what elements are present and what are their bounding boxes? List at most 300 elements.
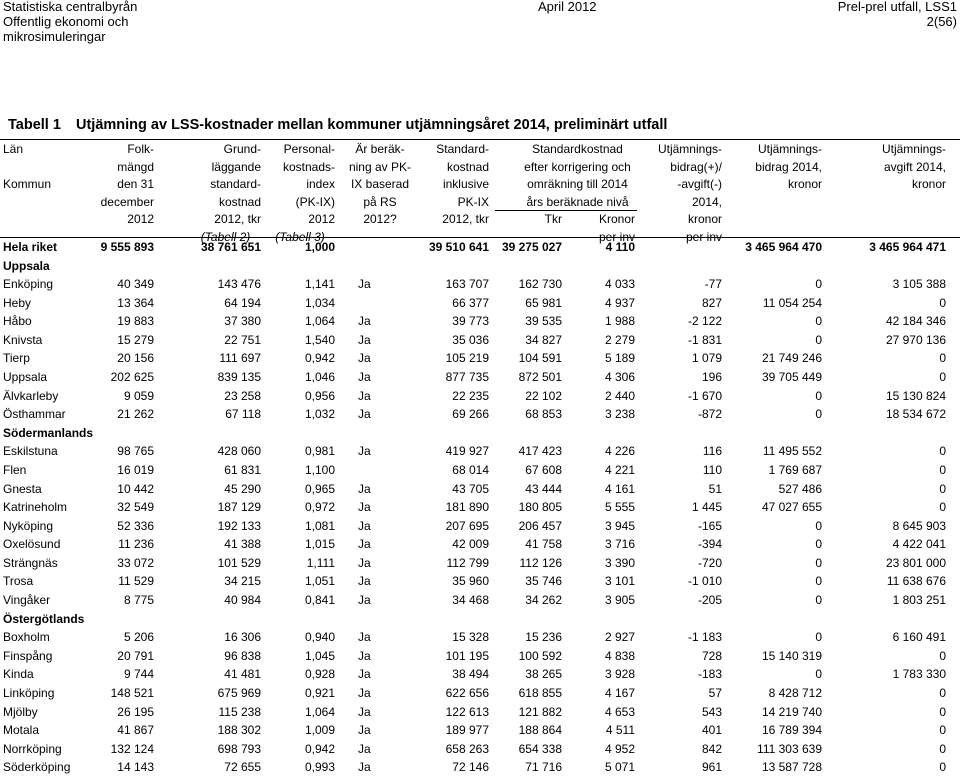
cell-pkix: 0,993 [304, 760, 335, 775]
header-pkix: Personal- [283, 142, 335, 156]
header-group-underline [495, 210, 637, 211]
cell-grundlaggande: 41 481 [224, 667, 261, 682]
kommun-name: Gnesta [3, 481, 42, 496]
cell-korrigerad-tkr: 618 855 [518, 685, 562, 700]
kommun-name: Boxholm [3, 630, 50, 645]
cell-utjamningsbidrag: 13 587 728 [761, 760, 822, 775]
kommun-name: Söderköping [3, 760, 71, 775]
kommun-name: Knivsta [3, 332, 43, 347]
header-utjamningsavgift: kronor [911, 177, 946, 191]
cell-bidrag-avgift-per-inv: -872 [697, 407, 722, 422]
kommun-name: Finspång [3, 648, 53, 663]
cell-utjamningsbidrag: 39 705 449 [761, 370, 822, 385]
cell-korrigerad-tkr: 104 591 [518, 351, 562, 366]
cell-standardkostnad: 34 468 [452, 593, 489, 608]
cell-rs-basis: Ja [358, 332, 371, 347]
cell-bidrag-avgift-per-inv: -1 831 [687, 332, 722, 347]
header-folkmangd: december [100, 194, 154, 209]
cell-korrigerad-tkr: 121 882 [518, 704, 562, 719]
kommun-name: Vingåker [3, 593, 51, 608]
cell-pkix: 0,972 [304, 500, 335, 515]
cell-kronor-per-inv: 4 653 [604, 704, 635, 719]
cell-grundlaggande: 101 529 [217, 555, 261, 570]
header-lan: Län [3, 142, 24, 156]
cell-rs-basis: Ja [358, 555, 371, 570]
cell-rs-basis: Ja [358, 351, 371, 366]
title-rule [0, 139, 960, 140]
kommun-name: Kinda [3, 667, 34, 682]
cell-grundlaggande: 675 969 [217, 685, 261, 700]
cell-grundlaggande: 64 194 [224, 295, 261, 310]
cell-utjamningsbidrag: 0 [815, 388, 822, 403]
kommun-name: Enköping [3, 277, 54, 292]
table-row [0, 331, 960, 350]
cell-rs-basis: Ja [358, 685, 371, 700]
cell-utjamningsbidrag: 0 [815, 537, 822, 552]
cell-grundlaggande: 45 290 [224, 481, 261, 496]
cell-rs-basis: Ja [358, 388, 371, 403]
cell-folkmangd: 9 744 [123, 667, 154, 682]
cell-bidrag-avgift-per-inv: 57 [708, 685, 722, 700]
cell-utjamningsavgift: 3 465 964 471 [869, 240, 946, 254]
cell-utjamningsbidrag: 527 486 [778, 481, 822, 496]
region-heading: Södermanlands [3, 425, 94, 440]
table-row [0, 591, 960, 610]
cell-rs-basis: Ja [358, 593, 371, 608]
cell-utjamningsbidrag: 47 027 655 [761, 500, 822, 515]
cell-kronor-per-inv: 3 928 [604, 667, 635, 682]
cell-utjamningsavgift: 0 [939, 500, 946, 515]
cell-pkix: 1,034 [304, 295, 335, 310]
cell-standardkostnad: 43 705 [452, 481, 489, 496]
cell-pkix: 1,081 [304, 518, 335, 533]
cell-kronor-per-inv: 2 279 [604, 332, 635, 347]
cell-pkix: 1,141 [304, 277, 335, 292]
table-row [0, 442, 960, 461]
header-korrigerad: omräkning till 2014 [527, 177, 628, 191]
header-kommun: Kommun [3, 177, 52, 191]
cell-utjamningsbidrag: 0 [815, 518, 822, 533]
cell-rs-basis: Ja [358, 370, 371, 385]
cell-folkmangd: 10 442 [117, 481, 154, 496]
cell-pkix: 1,009 [304, 723, 335, 738]
cell-standardkostnad: 181 890 [445, 500, 489, 515]
table-title-text: Utjämning av LSS-kostnader mellan kommuner utjämningsåret 2014, preliminärt utfall [76, 117, 668, 133]
header-grundlaggande: standard- [210, 177, 261, 191]
cell-rs-basis: Ja [358, 444, 371, 459]
cell-folkmangd: 9 555 893 [100, 240, 154, 254]
header-rs-basis: IX baserad [350, 177, 410, 191]
header-standardkostnad: Standard- [436, 142, 489, 156]
cell-kronor-per-inv: 4 226 [604, 444, 635, 459]
cell-korrigerad-tkr: 206 457 [518, 518, 562, 533]
cell-folkmangd: 52 336 [117, 518, 154, 533]
cell-grundlaggande: 96 838 [224, 648, 261, 663]
cell-grundlaggande: 187 129 [217, 500, 261, 515]
cell-grundlaggande: 34 215 [224, 574, 261, 589]
cell-utjamningsavgift: 0 [939, 295, 946, 310]
cell-utjamningsavgift: 6 160 491 [892, 630, 946, 645]
report-status: Prel-prel utfall, LSS1 [837, 0, 957, 14]
cell-utjamningsavgift: 27 970 136 [885, 332, 946, 347]
cell-bidrag-avgift-per-inv: -394 [697, 537, 722, 552]
header-bidrag-avgift: kronor [687, 212, 722, 226]
cell-bidrag-avgift-per-inv: 51 [708, 481, 722, 496]
cell-kronor-per-inv: 1 988 [604, 314, 635, 329]
cell-bidrag-avgift-per-inv: 401 [701, 723, 722, 738]
table-row [0, 349, 960, 368]
kommun-name: Eskilstuna [3, 444, 58, 459]
header-rs-basis: på RS [363, 194, 397, 209]
cell-kronor-per-inv: 4 511 [605, 723, 635, 738]
cell-standardkostnad: 189 977 [445, 723, 489, 738]
header-rs-basis: Är beräk- [355, 142, 405, 156]
table-row [0, 684, 960, 703]
cell-kronor-per-inv: 4 033 [604, 277, 635, 292]
cell-utjamningsbidrag: 1 769 687 [768, 462, 822, 477]
cell-bidrag-avgift-per-inv: 1 079 [691, 351, 722, 366]
cell-utjamningsavgift: 0 [939, 462, 946, 477]
cell-rs-basis: Ja [358, 667, 371, 682]
cell-grundlaggande: 192 133 [217, 518, 261, 533]
cell-rs-basis: Ja [358, 407, 371, 422]
cell-kronor-per-inv: 4 306 [604, 370, 635, 385]
header-korrigerad: Standardkostnad [532, 142, 623, 156]
cell-rs-basis: Ja [358, 500, 371, 515]
cell-pkix: 0,841 [304, 593, 335, 608]
header-rs-basis: ning av PK- [348, 159, 412, 174]
cell-folkmangd: 40 349 [117, 277, 154, 292]
cell-rs-basis: Ja [358, 760, 371, 775]
header-grundlaggande: kostnad [218, 194, 261, 209]
cell-utjamningsbidrag: 0 [815, 593, 822, 608]
cell-folkmangd: 5 206 [123, 630, 154, 645]
cell-grundlaggande: 16 306 [224, 630, 261, 645]
table-row [0, 294, 960, 313]
table-title [8, 117, 667, 133]
cell-pkix: 0,928 [304, 667, 335, 682]
cell-grundlaggande: 67 118 [225, 407, 261, 422]
cell-utjamningsbidrag: 0 [815, 277, 822, 292]
cell-kronor-per-inv: 3 945 [604, 518, 635, 533]
cell-rs-basis: Ja [358, 574, 371, 589]
header-bidrag-avgift: per inv [685, 229, 722, 244]
org-name: Statistiska centralbyrån [3, 0, 138, 14]
cell-grundlaggande: 72 655 [224, 760, 261, 775]
cell-grundlaggande: 839 135 [217, 370, 261, 385]
cell-rs-basis: Ja [358, 648, 371, 663]
cell-korrigerad-tkr: 38 265 [525, 667, 562, 682]
cell-korrigerad-tkr: 872 501 [518, 370, 562, 385]
cell-korrigerad-tkr: 654 338 [518, 741, 562, 756]
header-utjamningsbidrag: Utjämnings- [757, 142, 822, 156]
kommun-name: Tierp [3, 351, 30, 366]
cell-bidrag-avgift-per-inv: 842 [701, 741, 722, 756]
kommun-name: Uppsala [3, 370, 48, 385]
cell-standardkostnad: 72 146 [452, 760, 489, 775]
cell-bidrag-avgift-per-inv: -2 122 [687, 314, 722, 329]
header-bidrag-avgift: bidrag(+)/ [670, 159, 722, 174]
cell-rs-basis: Ja [358, 537, 371, 552]
cell-utjamningsavgift: 0 [939, 760, 946, 775]
cell-standardkostnad: 101 195 [445, 648, 489, 663]
cell-utjamningsavgift: 0 [939, 741, 946, 756]
header-folkmangd: den 31 [117, 177, 154, 191]
header-grundlaggande: Grund- [223, 142, 261, 156]
cell-standardkostnad: 622 656 [445, 685, 489, 700]
cell-grundlaggande: 698 793 [217, 741, 261, 756]
cell-pkix: 1,540 [304, 332, 335, 347]
kommun-name: Flen [3, 462, 27, 477]
header-grundlaggande: läggande [211, 159, 261, 174]
cell-folkmangd: 20 156 [117, 351, 154, 366]
cell-bidrag-avgift-per-inv: -205 [697, 593, 722, 608]
kommun-name: Strängnäs [3, 555, 58, 570]
cell-utjamningsavgift: 4 422 041 [892, 537, 946, 552]
cell-rs-basis: Ja [358, 277, 371, 292]
cell-grundlaggande: 41 388 [224, 537, 261, 552]
cell-utjamningsbidrag: 21 749 246 [761, 351, 822, 366]
cell-standardkostnad: 105 219 [445, 351, 489, 366]
cell-folkmangd: 132 124 [110, 741, 154, 756]
cell-bidrag-avgift-per-inv: -165 [697, 518, 722, 533]
cell-bidrag-avgift-per-inv: 1 445 [691, 500, 722, 515]
cell-folkmangd: 32 549 [117, 500, 154, 515]
header-folkmangd: 2012 [127, 212, 154, 226]
cell-korrigerad-tkr: 417 423 [518, 444, 562, 459]
cell-utjamningsavgift: 42 184 346 [885, 314, 946, 329]
org-unit-line1: Offentlig ekonomi och [3, 14, 129, 29]
cell-utjamningsavgift: 18 534 672 [885, 407, 946, 422]
header-standardkostnad: kostnad [446, 159, 489, 174]
cell-kronor-per-inv: 3 101 [604, 574, 635, 589]
cell-standardkostnad: 38 494 [452, 667, 489, 682]
cell-kronor-per-inv: 2 440 [604, 388, 635, 403]
cell-korrigerad-tkr: 67 608 [525, 462, 562, 477]
cell-folkmangd: 13 364 [117, 295, 154, 310]
cell-utjamningsavgift: 3 105 388 [892, 277, 946, 292]
cell-grundlaggande: 22 751 [224, 332, 261, 347]
cell-utjamningsbidrag: 0 [815, 555, 822, 570]
table-row [0, 461, 960, 480]
cell-pkix: 0,942 [304, 351, 335, 366]
cell-bidrag-avgift-per-inv: 110 [702, 462, 722, 477]
table-row [0, 721, 960, 740]
cell-bidrag-avgift-per-inv: 116 [702, 444, 722, 459]
cell-korrigerad-tkr: 71 716 [525, 760, 562, 775]
report-date: April 2012 [538, 0, 597, 14]
cell-utjamningsavgift: 0 [939, 648, 946, 663]
cell-pkix: 0,940 [304, 630, 335, 645]
cell-korrigerad-tkr: 112 126 [519, 555, 562, 570]
cell-folkmangd: 148 521 [110, 685, 154, 700]
cell-utjamningsbidrag: 11 495 552 [762, 444, 822, 459]
table-row [0, 387, 960, 406]
header-utjamningsavgift: Utjämnings- [881, 142, 946, 156]
cell-grundlaggande: 143 476 [217, 277, 261, 292]
cell-kronor-per-inv: 3 238 [604, 407, 635, 422]
cell-standardkostnad: 35 960 [452, 574, 489, 589]
cell-grundlaggande: 38 761 651 [200, 240, 261, 254]
cell-korrigerad-tkr: 39 275 027 [501, 240, 562, 254]
header-standardkostnad: 2012, tkr [442, 212, 489, 226]
cell-kronor-per-inv: 5 071 [604, 760, 635, 775]
cell-utjamningsavgift: 0 [939, 685, 946, 700]
cell-folkmangd: 21 262 [117, 407, 154, 422]
cell-standardkostnad: 15 328 [452, 630, 489, 645]
cell-pkix: 1,015 [304, 537, 335, 552]
cell-pkix: 0,956 [304, 388, 335, 403]
cell-standardkostnad: 39 773 [452, 314, 489, 329]
kommun-name: Mjölby [3, 704, 38, 719]
kommun-name: Håbo [3, 314, 32, 329]
org-unit-line2: mikrosimuleringar [3, 29, 106, 44]
cell-pkix: 1,051 [304, 574, 335, 589]
cell-rs-basis: Ja [358, 741, 371, 756]
cell-folkmangd: 9 059 [123, 388, 154, 403]
cell-grundlaggande: 111 697 [219, 351, 261, 366]
header-bidrag-avgift: -avgift(-) [677, 177, 722, 191]
header-pkix: (PK-IX) [295, 194, 335, 209]
header-pkix: 2012 [308, 212, 335, 226]
cell-kronor-per-inv: 4 110 [605, 240, 635, 254]
table-row [0, 703, 960, 722]
header-standardkostnad: inklusive [442, 177, 489, 191]
cell-pkix: 0,965 [304, 481, 335, 496]
table-row [0, 480, 960, 499]
cell-standardkostnad: 42 009 [452, 537, 489, 552]
cell-rs-basis: Ja [358, 481, 371, 496]
cell-folkmangd: 16 019 [117, 462, 154, 477]
cell-kronor-per-inv: 3 905 [604, 593, 635, 608]
total-row [0, 238, 960, 257]
cell-korrigerad-tkr: 22 102 [525, 388, 562, 403]
cell-korrigerad-tkr: 34 262 [525, 593, 562, 608]
table-row [0, 275, 960, 294]
cell-utjamningsavgift: 15 130 824 [885, 388, 946, 403]
cell-folkmangd: 33 072 [117, 555, 154, 570]
table-row [0, 405, 960, 424]
cell-utjamningsavgift: 8 645 903 [892, 518, 946, 533]
cell-rs-basis: Ja [358, 314, 371, 329]
cell-grundlaggande: 37 380 [224, 314, 261, 329]
cell-pkix: 1,045 [304, 648, 335, 663]
cell-utjamningsavgift: 0 [939, 704, 946, 719]
header-standardkostnad: PK-IX [457, 194, 489, 209]
kommun-name: Motala [3, 723, 40, 738]
cell-kronor-per-inv: 4 838 [604, 648, 635, 663]
cell-bidrag-avgift-per-inv: 827 [701, 295, 722, 310]
cell-utjamningsbidrag: 111 303 639 [757, 741, 822, 756]
page-header [0, 0, 960, 48]
cell-folkmangd: 19 883 [117, 314, 154, 329]
header-pkix: kostnads- [282, 159, 335, 174]
table-row [0, 628, 960, 647]
kommun-name: Hela riket [3, 240, 58, 254]
header-pkix-ref: (Tabell 3) [275, 229, 325, 244]
cell-korrigerad-tkr: 43 444 [525, 481, 562, 496]
header-bidrag-avgift: Utjämnings- [657, 142, 722, 156]
page-number: 2(56) [926, 14, 957, 29]
cell-utjamningsbidrag: 0 [815, 574, 822, 589]
header-korrigerad: efter korrigering och [524, 159, 631, 174]
cell-pkix: 1,111 [306, 555, 335, 570]
header-utjamningsbidrag: bidrag 2014, [755, 159, 822, 174]
header-kronor: Kronor [598, 212, 635, 226]
header-bidrag-avgift: 2014, [691, 194, 722, 209]
cell-folkmangd: 98 765 [117, 444, 154, 459]
cell-kronor-per-inv: 4 161 [604, 481, 635, 496]
header-grundlaggande: 2012, tkr [214, 212, 261, 226]
cell-kronor-per-inv: 2 927 [604, 630, 635, 645]
table-row [0, 535, 960, 554]
table-row [0, 312, 960, 331]
cell-kronor-per-inv: 5 555 [604, 500, 635, 515]
table-row [0, 498, 960, 517]
kommun-name: Oxelösund [3, 537, 61, 552]
kommun-name: Östhammar [3, 407, 66, 422]
cell-korrigerad-tkr: 188 864 [518, 723, 562, 738]
cell-standardkostnad: 122 613 [445, 704, 489, 719]
header-folkmangd: Folk- [127, 142, 154, 156]
cell-utjamningsbidrag: 0 [815, 314, 822, 329]
cell-utjamningsbidrag: 11 054 254 [762, 295, 822, 310]
table-row [0, 517, 960, 536]
cell-standardkostnad: 69 266 [452, 407, 489, 422]
cell-korrigerad-tkr: 39 535 [525, 314, 562, 329]
cell-rs-basis: Ja [358, 723, 371, 738]
cell-folkmangd: 202 625 [110, 370, 154, 385]
header-folkmangd: mängd [117, 159, 154, 174]
cell-korrigerad-tkr: 34 827 [525, 332, 562, 347]
cell-rs-basis: Ja [358, 518, 371, 533]
cell-korrigerad-tkr: 41 758 [525, 537, 562, 552]
cell-standardkostnad: 66 377 [452, 295, 489, 310]
cell-rs-basis: Ja [358, 704, 371, 719]
cell-utjamningsavgift: 23 801 000 [885, 555, 946, 570]
cell-kronor-per-inv: 4 937 [604, 295, 635, 310]
cell-utjamningsbidrag: 3 465 964 470 [745, 240, 822, 254]
cell-bidrag-avgift-per-inv: -1 670 [687, 388, 722, 403]
cell-bidrag-avgift-per-inv: -1 183 [687, 630, 722, 645]
cell-standardkostnad: 68 014 [452, 462, 489, 477]
cell-kronor-per-inv: 3 716 [604, 537, 635, 552]
cell-standardkostnad: 39 510 641 [428, 240, 489, 254]
cell-utjamningsavgift: 0 [939, 723, 946, 738]
cell-utjamningsavgift: 0 [939, 444, 946, 459]
cell-standardkostnad: 877 735 [445, 370, 489, 385]
header-utjamningsbidrag: kronor [787, 177, 822, 191]
cell-utjamningsavgift: 1 783 330 [892, 667, 946, 682]
cell-pkix: 0,942 [304, 741, 335, 756]
cell-bidrag-avgift-per-inv: 543 [701, 704, 722, 719]
cell-standardkostnad: 35 036 [452, 332, 489, 347]
cell-folkmangd: 20 791 [117, 648, 154, 663]
cell-folkmangd: 14 143 [117, 760, 154, 775]
cell-utjamningsbidrag: 16 789 394 [761, 723, 822, 738]
cell-korrigerad-tkr: 65 981 [525, 295, 562, 310]
cell-pkix: 1,100 [304, 462, 335, 477]
cell-korrigerad-tkr: 68 853 [525, 407, 562, 422]
cell-standardkostnad: 207 695 [445, 518, 489, 533]
table-row [0, 647, 960, 666]
header-pkix: index [306, 177, 335, 191]
cell-utjamningsavgift: 1 803 251 [892, 593, 946, 608]
cell-pkix: 0,921 [304, 685, 335, 700]
cell-standardkostnad: 112 799 [446, 555, 489, 570]
cell-korrigerad-tkr: 100 592 [518, 648, 562, 663]
header-utjamningsavgift: avgift 2014, [883, 159, 946, 174]
